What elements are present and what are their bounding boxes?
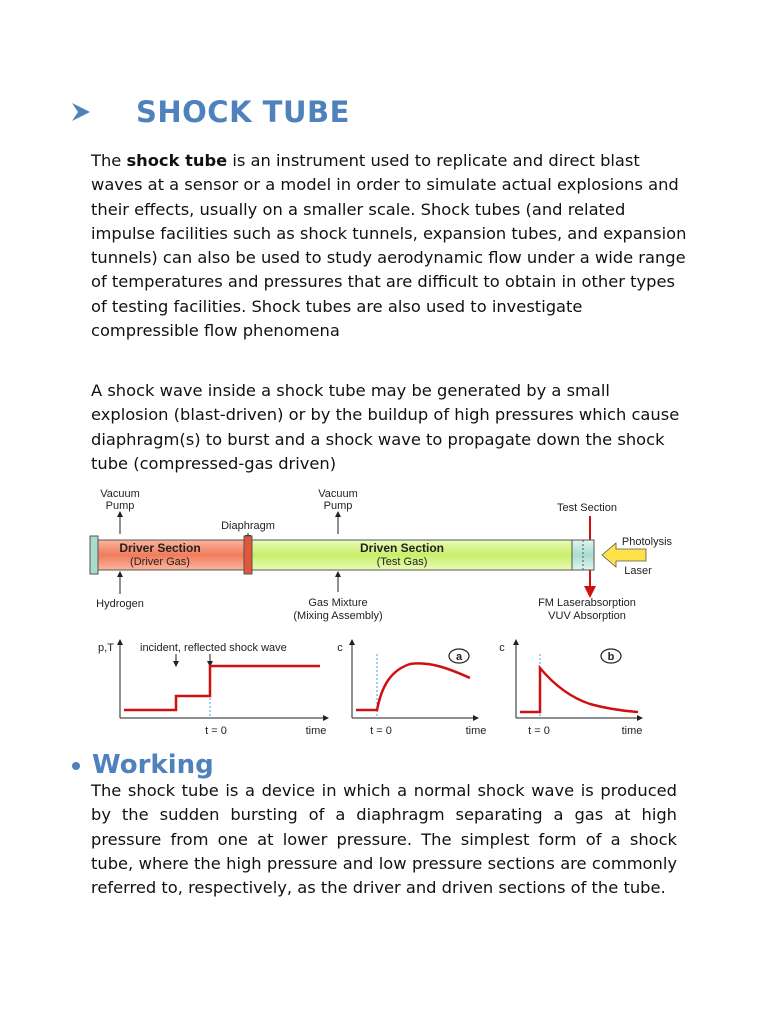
driver-gas-label: (Driver Gas) xyxy=(130,556,190,568)
plot-concentration-b xyxy=(499,642,642,737)
plot-concentration-a xyxy=(337,642,486,737)
driven-section-label: Driven Section xyxy=(359,541,445,555)
plot-pressure-temperature xyxy=(98,642,326,737)
plot3-time-label: time xyxy=(621,725,643,737)
mixing-assembly-label: (Mixing Assembly) xyxy=(293,610,383,622)
plot1-curve xyxy=(124,666,320,710)
plot1-t0-label: t = 0 xyxy=(205,725,227,737)
diaphragm-ring xyxy=(244,536,252,574)
plot2-time-label: time xyxy=(465,725,487,737)
plot1-ylabel: p,T xyxy=(98,642,114,654)
vacuum-pump-left-label-1: Vacuum xyxy=(100,488,140,500)
plot3-badge: b xyxy=(607,651,615,663)
intro-term: shock tube xyxy=(126,151,228,170)
fm-laserabsorption-label: FM Laserabsorption xyxy=(538,597,636,609)
vacuum-pump-center-label-1: Vacuum xyxy=(318,488,358,500)
laser-label: Laser xyxy=(624,565,652,577)
test-section-label: Test Section xyxy=(557,502,617,514)
plot1-annotation: incident, reflected shock wave xyxy=(140,642,287,654)
section-heading xyxy=(70,92,350,132)
vuv-absorption-label: VUV Absorption xyxy=(548,610,626,622)
shock-tube-diagram xyxy=(80,484,700,744)
plot2-ylabel: c xyxy=(337,642,343,654)
test-gas-label: (Test Gas) xyxy=(376,556,428,568)
intro-text: is an instrument used to replicate and direct blast waves at a sensor or a model in order to simulate actual explosions and their effects, usually on a smaller scale. Shock tubes (and related impulse facilities such as shock tunnels, expansion tubes, and expansion tunnels) can also be used to study aerodynamic flow under a wide range of temperatures and pressures that are difficult to obtain in other types of testing facilities. Shock tubes are also used to investigate compressible flow phenomena xyxy=(91,151,687,341)
vacuum-pump-left-label-2: Pump xyxy=(105,500,135,512)
working-paragraph: The shock tube is a device in which a normal shock wave is produced by the sudden bursting of a diaphragm separating a gas at high pressure from one at lower pressure. The simplest form of a shock tube, where the high pressure and low pressure sections are commonly referred to, respectively, as the driver and driven sections of the tube. xyxy=(91,781,677,898)
plot2-badge: a xyxy=(455,651,463,663)
arrowhead-bullet-icon xyxy=(70,101,92,123)
plot2-curve xyxy=(356,663,470,710)
plot3-curve xyxy=(520,668,638,712)
shock-wave-paragraph: A shock wave inside a shock tube may be generated by a small explosion (blast-driven) or by the buildup of high pressures which cause diaphragm(s) to burst and a shock wave to propagate down the shock tube (compressed-gas driven) xyxy=(91,381,680,473)
plot3-t0-label: t = 0 xyxy=(528,725,550,737)
page-title: SHOCK TUBE xyxy=(136,95,350,129)
gas-mixture-label: Gas Mixture xyxy=(308,597,368,609)
intro-paragraph xyxy=(91,149,691,343)
working-heading: Working xyxy=(92,750,214,780)
plot3-ylabel: c xyxy=(499,642,505,654)
bullet-dot-icon xyxy=(72,762,80,770)
vacuum-pump-center-label-2: Pump xyxy=(323,500,353,512)
diaphragm-label: Diaphragm xyxy=(221,520,275,532)
left-end-cap xyxy=(90,536,98,574)
intro-lead: The xyxy=(91,151,127,170)
driver-section-label: Driver Section xyxy=(119,541,201,555)
plot1-time-label: time xyxy=(305,725,327,737)
plot2-t0-label: t = 0 xyxy=(370,725,392,737)
photolysis-label: Photolysis xyxy=(621,536,673,548)
hydrogen-label: Hydrogen xyxy=(96,598,144,610)
